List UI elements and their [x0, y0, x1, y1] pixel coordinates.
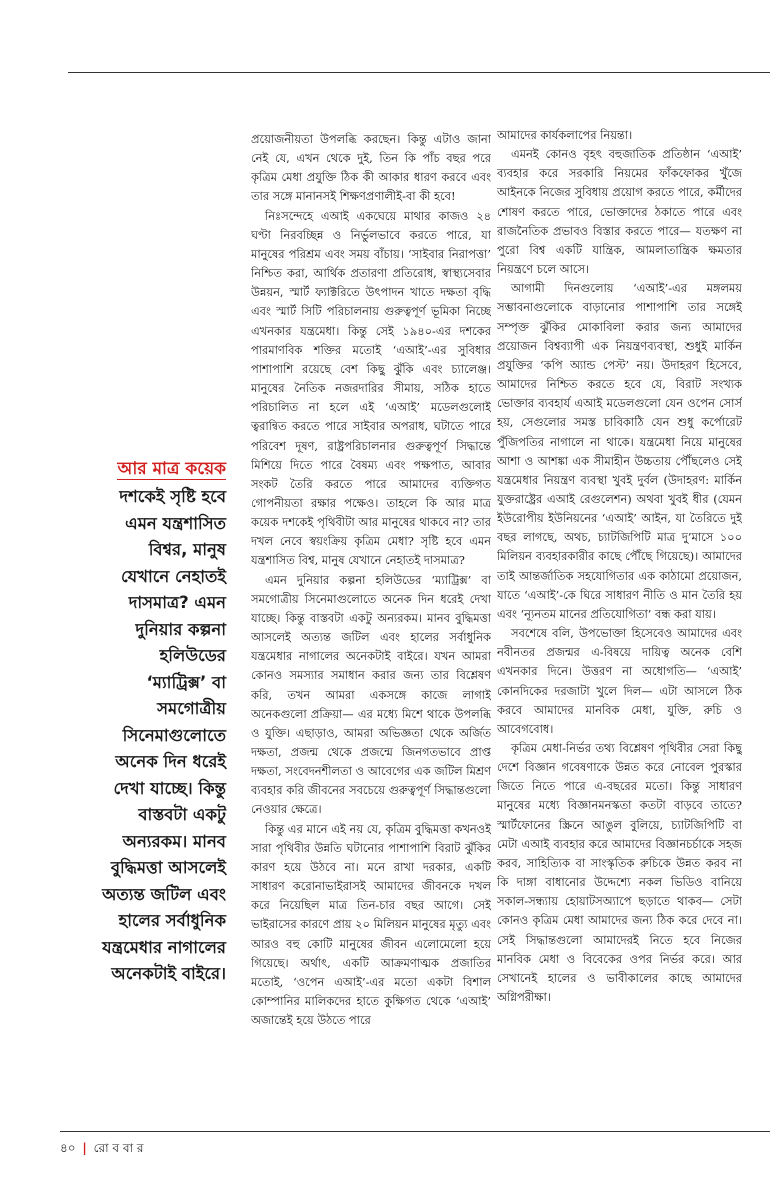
footer-separator: |	[82, 1141, 87, 1155]
article-column-right	[497, 126, 742, 1109]
bottom-rule	[60, 1131, 770, 1132]
top-rule	[68, 72, 770, 73]
paragraph: এমনই কোনও বৃহৎ বহুজাতিক প্রতিষ্ঠান ‘এআই’ ব্যবহার করে সরকারি নিয়মের ফাঁকফোকর খুঁজে আইনকে নিজের সুবিধায় প্রয়োগ করতে পারে, কর্মীদের শোষণ করতে পারে, ভোক্তাদের ঠকাতে পারে এবং রাজনৈতিক প্রভাবও বিস্তার করতে পারে— যতক্ষণ না পুরো বিশ্ব একটি যান্ত্রিক, আমলাতান্ত্রিক ক্ষমতার নিয়ন্ত্রণে চলে আসে।	[497, 147, 742, 277]
pull-quote-lead	[96, 458, 226, 480]
paragraph: কিন্তু এর মানে এই নয় যে, কৃত্রিম বুদ্ধিমত্তা কখনওই সারা পৃথিবীর উন্নতি ঘটানোর পাশাপাশি বিরাট ঝুঁকির কারণ হয়ে উঠবে না। মনে রাখা দরকার, একটি সাধারণ করোনাভাইরাসই আমাদের জীবনকে দখল করে নিয়েছিল মাত্র তিন-চার বছর আগে। সেই ভাইরাসের কারণে প্রায় ২০ মিলিয়ন মানুষের মৃত্যু এবং আরও বহু কোটি মানুষের জীবন এলোমেলো হয়ে গিয়েছে। অর্থাৎ, একটি আক্রমণাত্মক প্রজাতির মতোই, ‘ওপেন এআই’-এর মতো একটা বিশাল কোম্পানির মালিকদের হাতে কুক্ষিগত থেকে ‘এআই’ অজান্তেই হয়ে উঠতে পারে	[251, 821, 491, 1028]
paragraph: নিঃসন্দেহে এআই একঘেয়ে মাথার কাজও ২৪ ঘণ্টা নিরবচ্ছিন্ন ও নির্ভুলভাবে করতে পারে, যা মানুষের পরিশ্রম এবং সময় বাঁচায়। ‘সাইবার নিরাপত্তা’ নিশ্চিত করা, আর্থিক প্রতারণা প্রতিরোধ, স্বাস্থ্যসেবার উন্নয়ন, স্মার্ট ফ্যাক্টরিতে উৎপাদন খাতে দক্ষতা বৃদ্ধি এবং স্মার্ট সিটি পরিচালনায় গুরুত্বপূর্ণ ভূমিকা নিচ্ছে এখনকার যন্ত্রমেধা। কিন্তু সেই ১৯৪০-এর দশকের পারমাণবিক শক্তির মতোই ‘এআই’-এর সুবিধার পাশাপাশি রয়েছে বেশ কিছু ঝুঁকি এবং চ্যালেঞ্জ। মানুষের নৈতিক নজরদারির সীমায়, সঠিক হাতে পরিচালিত না হলে এই ‘এআই’ মডেলগুলোই ত্বরান্বিত করতে পারে সাইবার অপরাধ, ঘটাতে পারে পরিবেশ দূষণ, রাষ্ট্রপরিচালনার গুরুত্বপূর্ণ সিদ্ধান্তে মিশিয়ে দিতে পারে বৈষম্য এবং পক্ষপাত, আবার সংকট তৈরি করতে পারে আমাদের ব্যক্তিগত গোপনীয়তা রক্ষার পক্ষেও। তাহলে কি আর মাত্র কয়েক দশকেই পৃথিবীটা আর মানুষের থাকবে না? তার দখল নেবে স্বয়ংক্রিয় কৃত্রিম মেধা? সৃষ্টি হবে এমন যন্ত্রশাসিত বিশ্ব, মানুষ যেখানে নেহাতই দাসমাত্র?	[251, 208, 491, 568]
pull-quote-body: দশকেই সৃষ্টি হবে এমন যন্ত্রশাসিত বিশ্বর, মানুষ যেখানে নেহাতই দাসমাত্র? এমন দুনিয়ার কল্পনা হলিউডের ‘ম্যাট্রিক্স’ বা সমগোত্রীয় সিনেমাগুলোতে অনেক দিন ধরেই দেখা যাচ্ছে। কিন্তু বাস্তবটা একটু অন্যরকম। মানব বুদ্ধিমত্তা আসলেই অত্যন্ত জটিল এবং হালের সর্বাধুনিক যন্ত্রমেধার নাগালের অনেকটাই বাইরে।	[102, 487, 226, 983]
pull-quote-lead-text: আর মাত্র কয়েক	[117, 459, 226, 479]
page-number: ৪০	[60, 1141, 76, 1155]
article-column-middle	[251, 130, 491, 1100]
page-footer	[60, 1140, 143, 1160]
paragraph: প্রয়োজনীয়তা উপলব্ধি করছেন। কিন্তু এটাও জানা নেই যে, এখন থেকে দুই, তিন কি পাঁচ বছর পরে কৃত্রিম মেধা প্রযুক্তি ঠিক কী আকার ধারণ করবে এবং তার সঙ্গে মানানসই শিক্ষণপ্রণালীই-বা কী হবে!	[251, 132, 491, 204]
paragraph: সবশেষে বলি, উপভোক্তা হিসেবেও আমাদের এবং নবীনতর প্রজন্মর এ-বিষয়ে দায়িত্ব অনেক বেশি এখনকার দিনে। উত্তরণ না অধোগতি— ‘এআই’ কোনদিকের দরজাটা খুলে দিল— এটা আসলে ঠিক করবে আমাদের মানবিক মেধা, যুক্তি, রুচি ও আবেগবোধ।	[497, 626, 742, 736]
paragraph: এমন দুনিয়ার কল্পনা হলিউডের ‘ম্যাট্রিক্স’ বা সমগোত্রীয় সিনেমাগুলোতে অনেক দিন ধরেই দেখা যাচ্ছে। কিন্তু বাস্তবটা একটু অন্যরকম। মানব বুদ্ধিমত্তা আসলেই অত্যন্ত জটিল এবং হালের সর্বাধুনিক যন্ত্রমেধার নাগালের অনেকটাই বাইরে। যখন আমরা কোনও সমস্যার সমাধান করার জন্য তার বিশ্লেষণ করি, তখন আমরা একসঙ্গে কাজে লাগাই অনেকগুলো প্রক্রিয়া— এর মধ্যে মিশে থাকে উপলব্ধি ও যুক্তি। এছাড়াও, আমরা অভিজ্ঞতা থেকে অর্জিত দক্ষতা, প্রজন্ম থেকে প্রজন্মে জিনগতভাবে প্রাপ্ত দক্ষতা, সংবেদনশীলতা ও আবেগের এক জটিল মিশ্রণ ব্যবহার করি জীবনের সবচেয়ে গুরুত্বপূর্ণ সিদ্ধান্তগুলো নেওয়ার ক্ষেত্রে।	[251, 572, 491, 817]
magazine-name: রো ব বা র	[93, 1141, 144, 1155]
pull-quote	[96, 458, 226, 988]
paragraph: আমাদের কার্যকলাপের নিয়ন্তা।	[497, 128, 633, 142]
paragraph: কৃত্রিম মেধা-নির্ভর তথ্য বিশ্লেষণ পৃথিবীর সেরা কিছু দেশে বিজ্ঞান গবেষণাকে উন্নত করে নোবেল পুরস্কার জিতে নিতে পারে এ-বছরের মতো। কিন্তু সাধারণ মানুষের মধ্যে বিজ্ঞানমনস্কতা কতটা বাড়বে তাতে? স্মার্টফোনের স্ক্রিনে আঙুল বুলিয়ে, চ্যাটজিপিটি বা মেটা এআই ব্যবহার করে আমাদের বিজ্ঞানচর্চাকে সহজ করব, সাহিত্যিক বা সাংস্কৃতিক রুচিকে উন্নত করব না কি দাঙ্গা বাধানোর উদ্দেশ্যে নকল ভিডিও বানিয়ে সকাল-সন্ধ্যায় হোয়াটসঅ্যাপে ছড়াতে থাকব— সেটা কোনও কৃত্রিম মেধা আমাদের জন্য ঠিক করে দেবে না। সেই সিদ্ধান্তগুলো আমাদেরই নিতে হবে নিজের মানবিক মেধা ও বিবেকের ওপর নির্ভর করে। আর সেখানেই হালের ও ভাবীকালের কাছে আমাদের অগ্নিপরীক্ষা।	[497, 741, 742, 1005]
paragraph: আগামী দিনগুলোয় ‘এআই’-এর মঙ্গলময় সম্ভাবনাগুলোকে বাড়ানোর পাশাপাশি তার সঙ্গেই সম্পৃক্ত ঝুঁকির মোকাবিলা করার জন্য আমাদের প্রয়োজন বিশ্বব্যাপী এক নিয়ন্ত্রণব্যবস্থা, শুধুই মার্কিন প্রযুক্তির ‘কপি অ্যান্ড পেস্ট’ নয়। উদাহরণ হিসেবে, আমাদের নিশ্চিত করতে হবে যে, বিরাট সংখ্যক ভোক্তার ব্যবহার্য এআই মডেলগুলো যেন ওপেন সোর্স হয়, সেগুলোর সমস্ত চাবিকাঠি যেন শুধু কর্পোরেট পুঁজিপতির নাগালে না থাকে। যন্ত্রমেধা নিয়ে মানুষের আশা ও আশঙ্কা এক সীমাহীন উচ্চতায় পৌঁছলেও সেই যন্ত্রমেধার নিয়ন্ত্রণ ব্যবস্থা খুবই দুর্বল (উদাহরণ: মার্কিন যুক্তরাষ্ট্রের এআই রেগুলেশন) অথবা খুবই ধীর (যেমন ইউরোপীয় ইউনিয়নের ‘এআই’ আইন, যা তৈরিতে দুই বছর লাগছে, অথচ, চ্যাটজিপিটি মাত্র দু’মাসে ১০০ মিলিয়ন ব্যবহারকারীর কাছে পৌঁছে গিয়েছে)। আমাদের তাই আন্তর্জাতিক সহযোগিতার এক কাঠামো প্রয়োজন, যাতে ‘এআই’-কে ঘিরে সাধারণ নীতি ও মান তৈরি হয় এবং ‘ন্যূনতম মানের প্রতিযোগিতা’ বন্ধ করা যায়।	[497, 281, 742, 621]
